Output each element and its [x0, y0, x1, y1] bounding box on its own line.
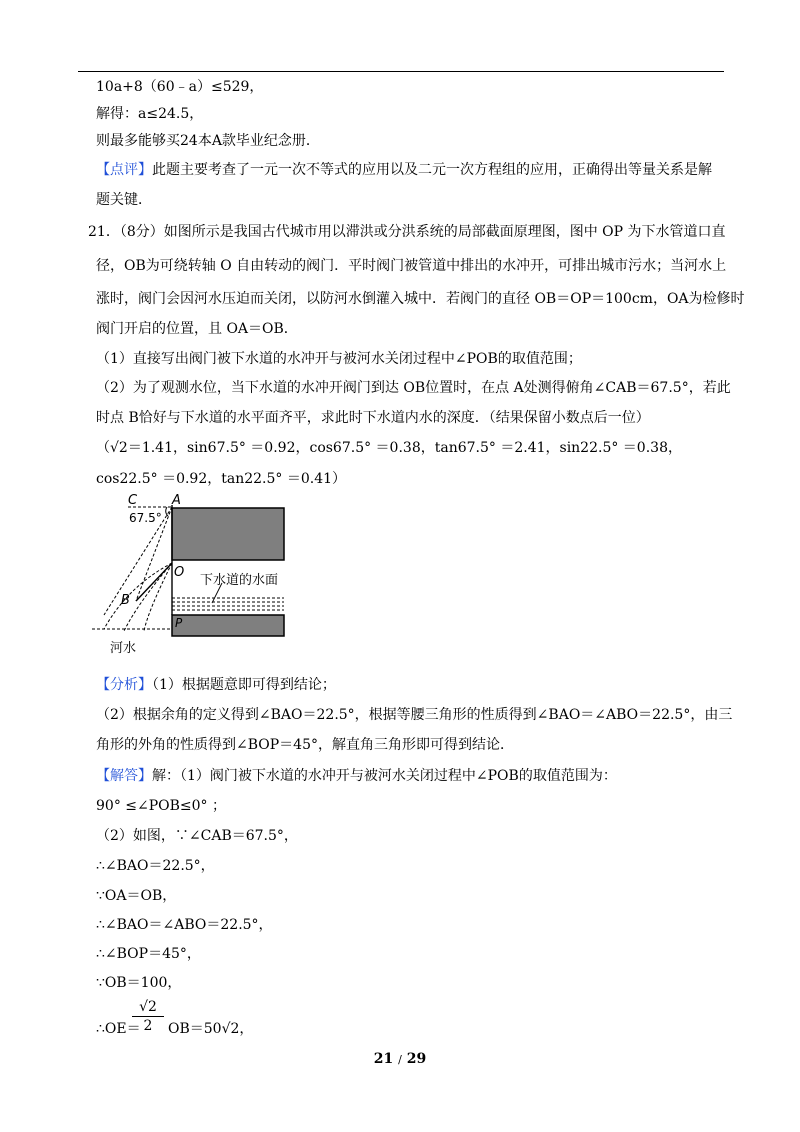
page-number: 21 [373, 1051, 394, 1067]
text-line: 解得：a≤24.5， [96, 106, 204, 122]
text-line: 则最多能够买24本A款毕业纪念册． [96, 133, 320, 149]
question-line: 21．（8分）如图所示是我国古代城市用以滞洪或分洪系统的局部截面原理图，图中 OP 为下水管道口直 [88, 224, 726, 240]
analysis-line [96, 675, 336, 695]
fraction-sqrt2-over-2 [132, 998, 164, 1035]
answer-line: ∴∠BOP＝45°， [96, 946, 201, 962]
given-values: （√2＝1.41，sin67.5° ＝0.92，cos67.5° ＝0.38，tan67.5° ＝2.41，sin22.5° ＝0.38， [96, 440, 682, 456]
label-angle: 67.5° [129, 511, 162, 525]
comment-line [96, 160, 712, 180]
comment-tag: 【点评】 [96, 162, 152, 178]
label-a: A [172, 493, 181, 508]
question-line: 阀门开启的位置，且 OA＝OB． [96, 321, 298, 337]
question-line: （2）为了观测水位，当下水道的水冲开阀门到达 OB位置时，在点 A处测得俯角∠CAB＝67.5°，若此 [96, 380, 731, 396]
answer-line: （2）如图，∵∠CAB＝67.5°， [96, 828, 298, 844]
question-line: 时点 B恰好与下水道的水平面齐平，求此时下水道内水的深度．（结果保留小数点后一位） [96, 410, 650, 426]
answer-line: ∴∠BAO＝22.5°， [96, 858, 215, 874]
question-line: 涨时，阀门会因河水压迫而关闭，以防河水倒灌入城中．若阀门的直径 OB＝OP＝100cm，OA为检修时 [96, 291, 745, 307]
given-values: cos22.5° ＝0.92，tan22.5° ＝0.41） [96, 471, 347, 487]
comment-text: 此题主要考查了一元一次不等式的应用以及二元一次方程组的应用，正确得出等量关系是解 [152, 162, 712, 178]
angle-arc [166, 507, 168, 516]
header-rule [78, 71, 724, 72]
question-line: （1）直接写出阀门被下水道的水冲开与被河水关闭过程中∠POB的取值范围； [96, 351, 582, 367]
label-o: O [174, 565, 185, 580]
label-b: B [121, 593, 130, 608]
answer-line: ∵OB＝100， [96, 975, 182, 991]
rotation-arc [124, 563, 172, 631]
answer-line [96, 766, 617, 786]
upper-wall [172, 508, 284, 560]
analysis-text: （1）根据题意即可得到结论； [152, 677, 336, 693]
fraction-denominator: 2 [132, 1016, 164, 1035]
answer-line: OB＝50√2， [168, 1021, 254, 1037]
text-line: 题关键． [96, 192, 152, 208]
analysis-tag: 【分析】 [96, 677, 152, 693]
lower-wall [172, 615, 284, 636]
rotation-arc [144, 563, 172, 631]
fraction-numerator: √2 [139, 999, 157, 1015]
answer-line: ∴OE＝ [96, 1021, 141, 1037]
text-line: 10a+8（60﹣a）≤529， [96, 79, 264, 95]
answer-tag: 【解答】 [96, 768, 152, 784]
page-total: 29 [406, 1051, 427, 1067]
sluice-diagram [88, 491, 298, 661]
question-line: 径，OB为可绕转轴 O 自由转动的阀门．平时阀门被管道中排出的水冲开，可排出城市污水；当河水上 [96, 258, 727, 274]
answer-line: 90° ≤∠POB≤0° ； [96, 798, 226, 814]
analysis-line: 角形的外角的性质得到∠BOP＝45°，解直角三角形即可得到结论． [96, 737, 514, 753]
label-p: P [175, 616, 183, 630]
answer-text: 解：（1）阀门被下水道的水冲开与被河水关闭过程中∠POB的取值范围为： [152, 768, 617, 784]
analysis-line: （2）根据余角的定义得到∠BAO＝22.5°，根据等腰三角形的性质得到∠BAO＝∠ABO＝22.5°，由三 [96, 707, 733, 723]
answer-line: ∵OA＝OB， [96, 888, 177, 904]
page-separator: / [398, 1053, 402, 1066]
page-footer [0, 1051, 800, 1067]
answer-line: ∴∠BAO＝∠ABO＝22.5°， [96, 917, 273, 933]
label-c: C [128, 493, 138, 508]
label-water-surface: 下水道的水面 [200, 573, 279, 588]
label-river: 河水 [110, 641, 137, 656]
